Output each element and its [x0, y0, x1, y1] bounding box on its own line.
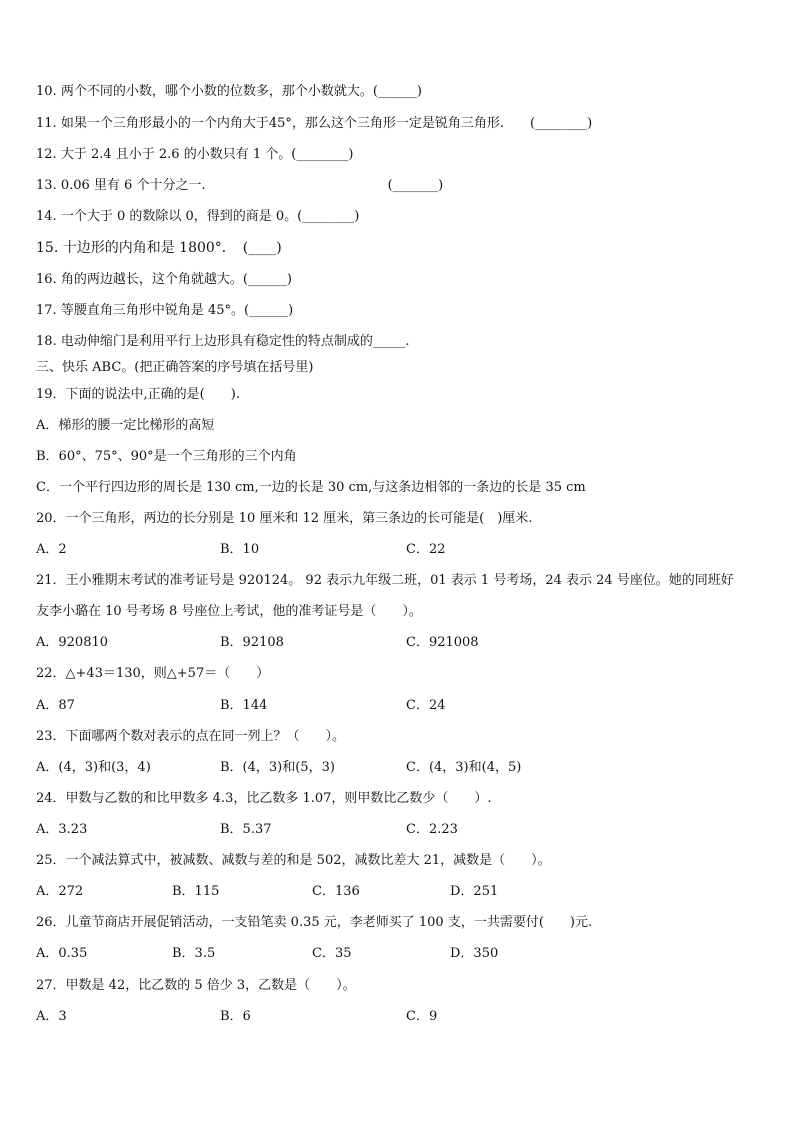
option-c: C．一个平行四边形的周长是 130 cm,一边的长是 30 cm,与这条边相邻的一条边的长是 35 cm: [36, 480, 586, 495]
question-11: [36, 116, 592, 132]
option-a: A．2: [36, 542, 67, 557]
question-number: 17.: [36, 303, 57, 318]
question-13: [36, 178, 443, 194]
question-number: 15.: [36, 240, 59, 256]
question-number: 16.: [36, 272, 57, 287]
question-27-stem: 27．甲数是 42，比乙数的 5 倍少 3，乙数是（ ）。: [36, 978, 356, 993]
question-21-stem-line-1: 21．王小雅期末考试的准考证号是 920124。 92 表示九年级二班，01 表示 1 号考场，24 表示 24 号座位。她的同班好: [36, 573, 734, 588]
option-c: C．136: [312, 884, 360, 899]
option-b: B．5.37: [220, 822, 272, 837]
option-c: C．921008: [406, 635, 479, 650]
option-a: A．87: [36, 698, 75, 713]
option-b: B．144: [220, 698, 268, 713]
question-26-stem: 26．儿童节商店开展促销活动，一支铅笔卖 0.35 元，李老师买了 100 支，一共需要付( )元.: [36, 915, 593, 930]
question-text: 电动伸缩门是利用平行上边形具有稳定性的特点制成的_____.: [60, 334, 410, 349]
question-12: [36, 147, 353, 163]
question-10: [36, 84, 422, 100]
section-heading: 三、快乐 ABC。(把正确答案的序号填在括号里): [36, 360, 314, 375]
question-number: 12.: [36, 147, 57, 162]
option-b: B．6: [220, 1009, 251, 1024]
question-25-stem: 25．一个减法算式中，被减数、减数与差的和是 502，减数比差大 21，减数是（ ）。: [36, 853, 551, 868]
option-c: C．24: [406, 698, 446, 713]
option-a: A．梯形的腰一定比梯形的高短: [36, 418, 215, 433]
question-20-stem: 20．一个三角形，两边的长分别是 10 厘米和 12 厘米，第三条边的长可能是( )厘米.: [36, 511, 533, 526]
option-b: B．10: [220, 542, 260, 557]
option-c: C．(4，3)和(4，5): [406, 760, 522, 775]
question-number: 13.: [36, 178, 57, 193]
option-b: B．115: [172, 884, 220, 899]
option-a: A．3.23: [36, 822, 88, 837]
option-a: A．0.35: [36, 946, 88, 961]
option-a: A．(4，3)和(3，4): [36, 760, 151, 775]
option-a: A．272: [36, 884, 84, 899]
question-number: 11.: [36, 116, 57, 131]
question-text: 大于 2.4 且小于 2.6 的小数只有 1 个。(________): [60, 147, 354, 162]
option-b: B．3.5: [172, 946, 216, 961]
question-text: 一个大于 0 的数除以 0，得到的商是 0。(________): [60, 209, 360, 224]
option-c: C．22: [406, 542, 446, 557]
question-text: 角的两边越长，这个角就越大。(______): [60, 272, 292, 287]
option-b: B．(4，3)和(5，3): [220, 760, 335, 775]
question-18: [36, 334, 409, 350]
question-number: 14.: [36, 209, 57, 224]
question-number: 18.: [36, 334, 57, 349]
question-22-stem: 22．△+43＝130，则△+57＝（ ）: [36, 666, 270, 681]
option-c: C．35: [312, 946, 352, 961]
option-c: C．9: [406, 1009, 438, 1024]
question-text: 十边形的内角和是 1800°． (____): [62, 240, 282, 256]
question-19-stem: 19．下面的说法中,正确的是( ).: [36, 387, 240, 402]
question-text: 两个不同的小数，哪个小数的位数多，那个小数就大。(______): [60, 84, 422, 99]
option-c: C．2.23: [406, 822, 458, 837]
question-text: 0.06 里有 6 个十分之一. (_______): [60, 178, 444, 193]
question-text: 如果一个三角形最小的一个内角大于45°，那么这个三角形一定是锐角三角形. (________): [60, 116, 593, 131]
question-text: 等腰直角三角形中锐角是 45°。(______): [60, 303, 294, 318]
option-b: B．60°、75°、90°是一个三角形的三个内角: [36, 449, 297, 464]
question-14: [36, 209, 359, 225]
question-number: 10.: [36, 84, 57, 99]
option-a: A．920810: [36, 635, 109, 650]
question-16: [36, 272, 292, 288]
option-d: D．350: [450, 946, 499, 961]
option-b: B．92108: [220, 635, 284, 650]
question-24-stem: 24．甲数与乙数的和比甲数多 4.3，比乙数多 1.07，则甲数比乙数少（ ）.: [36, 791, 492, 806]
question-21-stem-line-2: 友李小璐在 10 号考场 8 号座位上考试，他的准考证号是（ ）。: [36, 604, 422, 619]
question-17: [36, 303, 293, 319]
question-15: [36, 240, 282, 256]
option-d: D．251: [450, 884, 499, 899]
question-23-stem: 23．下面哪两个数对表示的点在同一列上？（ ）。: [36, 729, 346, 744]
option-a: A．3: [36, 1009, 67, 1024]
